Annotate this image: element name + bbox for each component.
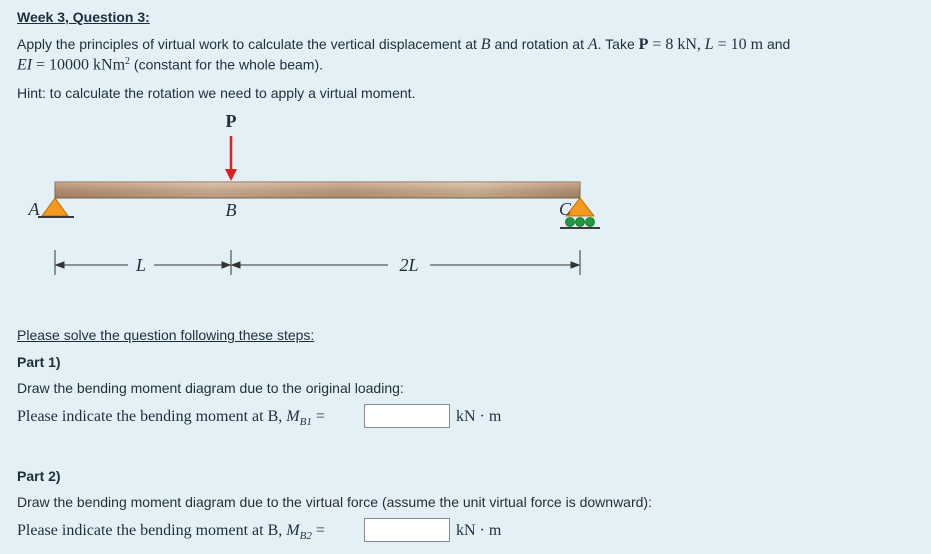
problem-text-and: and bbox=[766, 36, 791, 52]
load-arrow bbox=[225, 136, 237, 181]
problem-text: Apply the principles of virtual work to calculate the vertical displacement at bbox=[17, 36, 477, 52]
hint-text: Hint: to calculate the rotation we need to apply a virtual moment. bbox=[17, 85, 416, 101]
load-value: = 8 kN, bbox=[652, 36, 701, 53]
steps-intro: Please solve the question following these steps: bbox=[17, 327, 315, 343]
part2-prompt bbox=[17, 522, 325, 542]
load-label: P bbox=[225, 111, 237, 131]
point-b-symbol: B bbox=[480, 36, 491, 53]
stiffness-exponent: 2 bbox=[125, 56, 131, 67]
problem-text-constant: (constant for the whole beam). bbox=[133, 56, 324, 73]
dimension-lines bbox=[55, 250, 580, 275]
part1-prompt bbox=[17, 408, 325, 428]
label-b: B bbox=[225, 200, 237, 220]
part2-prompt-text: Please indicate the bending moment at B, bbox=[17, 522, 283, 539]
part1-moment-symbol: M bbox=[286, 408, 300, 425]
problem-text-mid: and rotation at bbox=[494, 36, 584, 52]
part2-unit: kN · m bbox=[456, 522, 502, 539]
problem-line-1 bbox=[17, 36, 790, 54]
part1-answer-input[interactable] bbox=[364, 404, 450, 428]
part1-equals: = bbox=[315, 408, 325, 425]
part1-prompt-text: Please indicate the bending moment at B, bbox=[17, 408, 283, 425]
problem-text-take: . Take bbox=[597, 36, 635, 52]
dim-label-2l: 2L bbox=[399, 255, 419, 275]
part2-moment-symbol: M bbox=[286, 522, 300, 539]
pin-support-a bbox=[38, 198, 74, 217]
stiffness-value: = 10000 kNm bbox=[36, 56, 126, 74]
part1-heading: Part 1) bbox=[17, 354, 61, 370]
label-a: A bbox=[28, 199, 40, 219]
point-a-symbol: A bbox=[587, 36, 598, 53]
part2-equals: = bbox=[315, 522, 325, 539]
load-symbol: P bbox=[638, 36, 649, 53]
dim-label-l: L bbox=[135, 255, 147, 275]
label-c: C bbox=[558, 199, 572, 219]
length-value: = 10 m bbox=[717, 36, 764, 53]
part2-moment-subscript: B2 bbox=[299, 530, 312, 543]
part1-unit: kN · m bbox=[456, 408, 502, 425]
part2-instruction: Draw the bending moment diagram due to the virtual force (assume the unit virtual force is downward): bbox=[17, 494, 652, 510]
question-title: Week 3, Question 3: bbox=[17, 9, 150, 25]
part1-moment-subscript: B1 bbox=[299, 416, 312, 429]
problem-line-2 bbox=[17, 56, 323, 75]
stiffness-symbol: EI bbox=[17, 56, 33, 74]
beam-diagram bbox=[0, 105, 931, 285]
part2-answer-input[interactable] bbox=[364, 518, 450, 542]
part1-instruction: Draw the bending moment diagram due to the original loading: bbox=[17, 380, 404, 396]
length-symbol: L bbox=[704, 36, 714, 53]
part2-heading: Part 2) bbox=[17, 468, 61, 484]
